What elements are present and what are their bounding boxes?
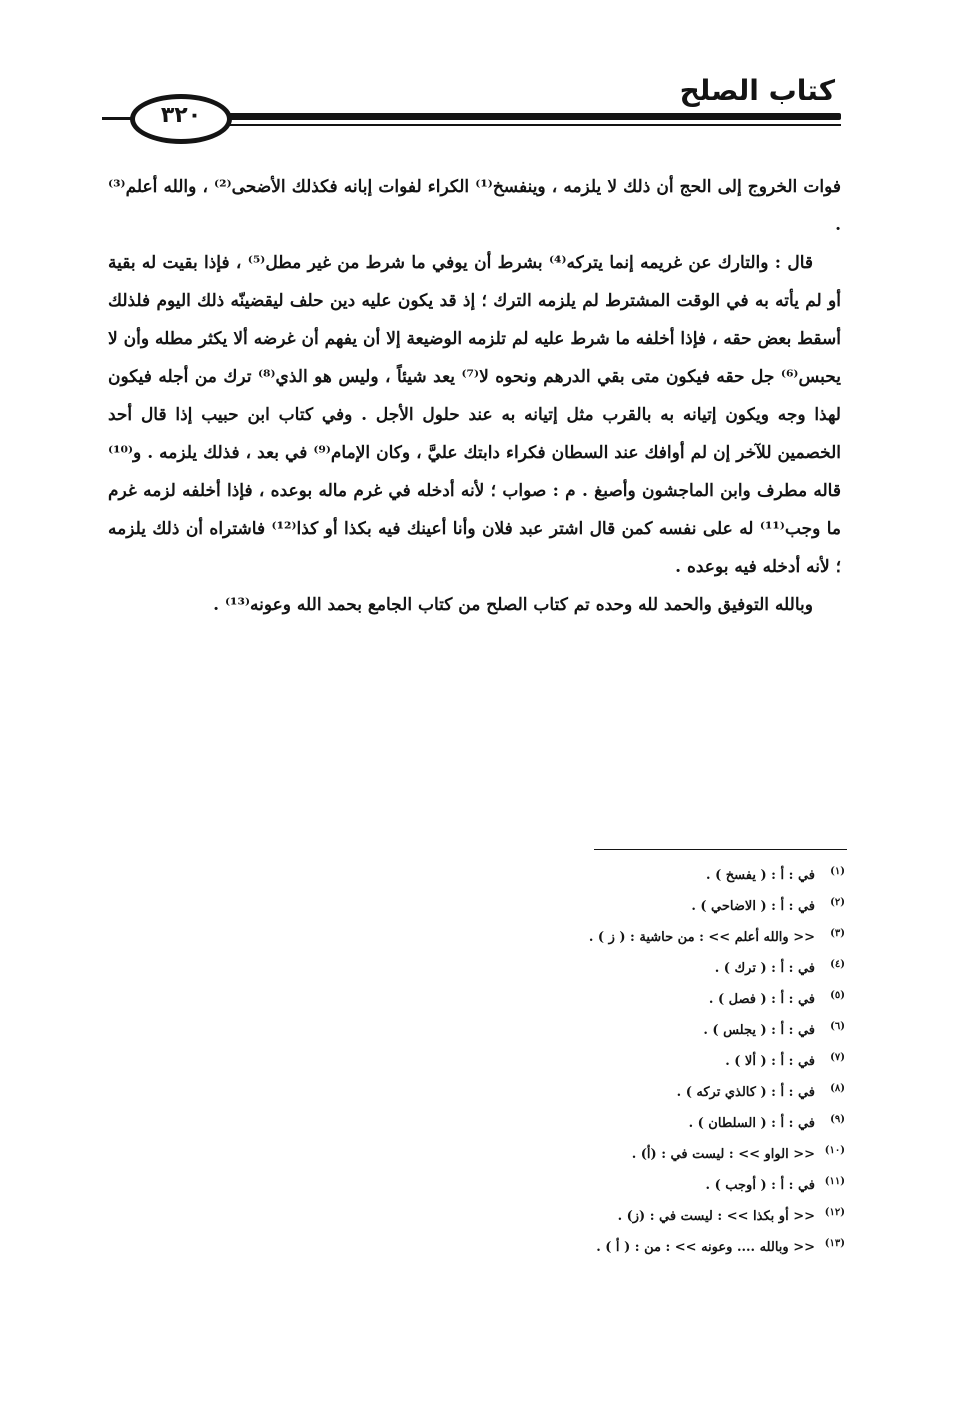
- main-text: [108, 168, 841, 624]
- footnote: [425, 1015, 845, 1046]
- footnote: [425, 1046, 845, 1077]
- footnote-text: << والله أعلم >> : من حاشية : ( ز ) .: [588, 930, 815, 945]
- paragraph: وبالله التوفيق والحمد لله وحده تم كتاب الصلح من كتاب الجامع بحمد الله وعونه⁽¹³⁾ .: [213, 595, 813, 615]
- paragraph: فوات الخروج إلى الحج أن ذلك لا يلزمه ، وينفسخ⁽¹⁾ الكراء لفوات إبانه فكذلك الأضحى⁽²⁾ ، والله أعلم⁽³⁾ .: [108, 177, 841, 235]
- footnote-number: (٩): [830, 1113, 845, 1125]
- footnote-number: (٤): [830, 958, 845, 970]
- footnote-number: (٣): [830, 927, 845, 939]
- footnote-text: في : أ : ( فصل ) .: [708, 992, 815, 1007]
- footnote: [425, 984, 845, 1015]
- header-rule-thin: [210, 124, 841, 126]
- footnote: [425, 891, 845, 922]
- page-number: ٣٢٠: [160, 103, 202, 128]
- footnote-number: (١٠): [824, 1144, 845, 1156]
- footnote: [425, 1201, 845, 1232]
- footnote-text: في : أ : ( ألا ) .: [725, 1054, 815, 1069]
- footnote: [425, 1077, 845, 1108]
- footnote: [425, 860, 845, 891]
- footnote-text: << أو بكذا >> : ليست في : (ز) .: [617, 1209, 815, 1224]
- footnote-text: في : أ : ( يفسخ ) .: [706, 868, 815, 883]
- book-title: كتاب الصلح: [679, 74, 835, 107]
- paragraph: قال : والتارك عن غريمه إنما يتركه⁽⁴⁾ بشرط أن يوفي ما شرط من غير مطل⁽⁵⁾ ، فإذا بقيت له بقية أو لم يأته به في الوقت المشترط لم يلزمه الترك ؛ إذ قد يكون عليه دين حلف ليقضينّه ذلك اليوم فلذلك أسقط بعض حقه ، فإذا أخلفه ما شرط عليه لم تلزمه الوضيعة إلا أن يفهم أن غرضه ألا يكثر مطله وأن لا يحبس⁽⁶⁾ جل حقه فيكون متى بقي الدرهم ونحوه لا⁽⁷⁾ يعد شيئاً ، وليس هو الذي⁽⁸⁾ ترك من أجله فيكون لهذا وجه ويكون إتيانه به بالقرب مثل إتيانه به عند حلول الأجل . وفي كتاب ابن حبيب إذا قال أحد الخصمين للآخر إن لم أوافك عند السطان فكراء دابتك عليَّ ، وكان الإمام⁽⁹⁾ في بعد ، فذلك يلزمه . و⁽¹⁰⁾ قاله مطرف وابن الماجشون وأصبغ . م : صواب ؛ لأنه أدخله في غرم ماله بوعده ، فإذا أخلفه لزمه غرم ما وجب⁽¹¹⁾ له على نفسه كمن قال اشتر عبد فلان وأنا أعينك فيه بكذا أو كذا⁽¹²⁾ فاشتراه أن ذلك يلزمه ؛ لأنه أدخله فيه بوعده .: [108, 253, 842, 577]
- footnote-number: (٧): [830, 1051, 845, 1063]
- footnote-number: (٥): [830, 989, 845, 1001]
- page-number-badge: [130, 94, 232, 144]
- footnote-text: في : أ : ( الاضاحي ) .: [691, 899, 815, 914]
- footnote-number: (١١): [824, 1175, 845, 1187]
- footnote: [425, 1232, 845, 1263]
- header-rule: [210, 113, 841, 120]
- footnote-text: في : أ : ( أوجب ) .: [705, 1178, 815, 1193]
- page-header: [0, 0, 953, 140]
- footnote-text: << الواو >> : ليست في : (أ) .: [631, 1147, 815, 1162]
- footnote-text: في : أ : ( السلطان ) .: [688, 1116, 815, 1131]
- footnote: [425, 1139, 845, 1170]
- footnote-number: (١): [830, 865, 845, 877]
- footnote-text: << وبالله .... وعونه >> : من : ( أ ) .: [596, 1240, 815, 1255]
- footnote: [425, 1108, 845, 1139]
- footnote-number: (١٣): [824, 1237, 845, 1249]
- footnote-text: في : أ : ( ترك ) .: [714, 961, 815, 976]
- footnote: [425, 922, 845, 953]
- footnote-text: في : أ : ( يجلس ) .: [703, 1023, 815, 1038]
- footnote-number: (٨): [830, 1082, 845, 1094]
- footnote-separator: [594, 849, 847, 850]
- footnote: [425, 1170, 845, 1201]
- footnote-text: في : أ : ( كالذي تركه ) .: [676, 1085, 815, 1100]
- footnote: [425, 953, 845, 984]
- footnotes: [425, 860, 845, 1263]
- footnote-number: (١٢): [824, 1206, 845, 1218]
- footnote-number: (٢): [830, 896, 845, 908]
- footnote-number: (٦): [830, 1020, 845, 1032]
